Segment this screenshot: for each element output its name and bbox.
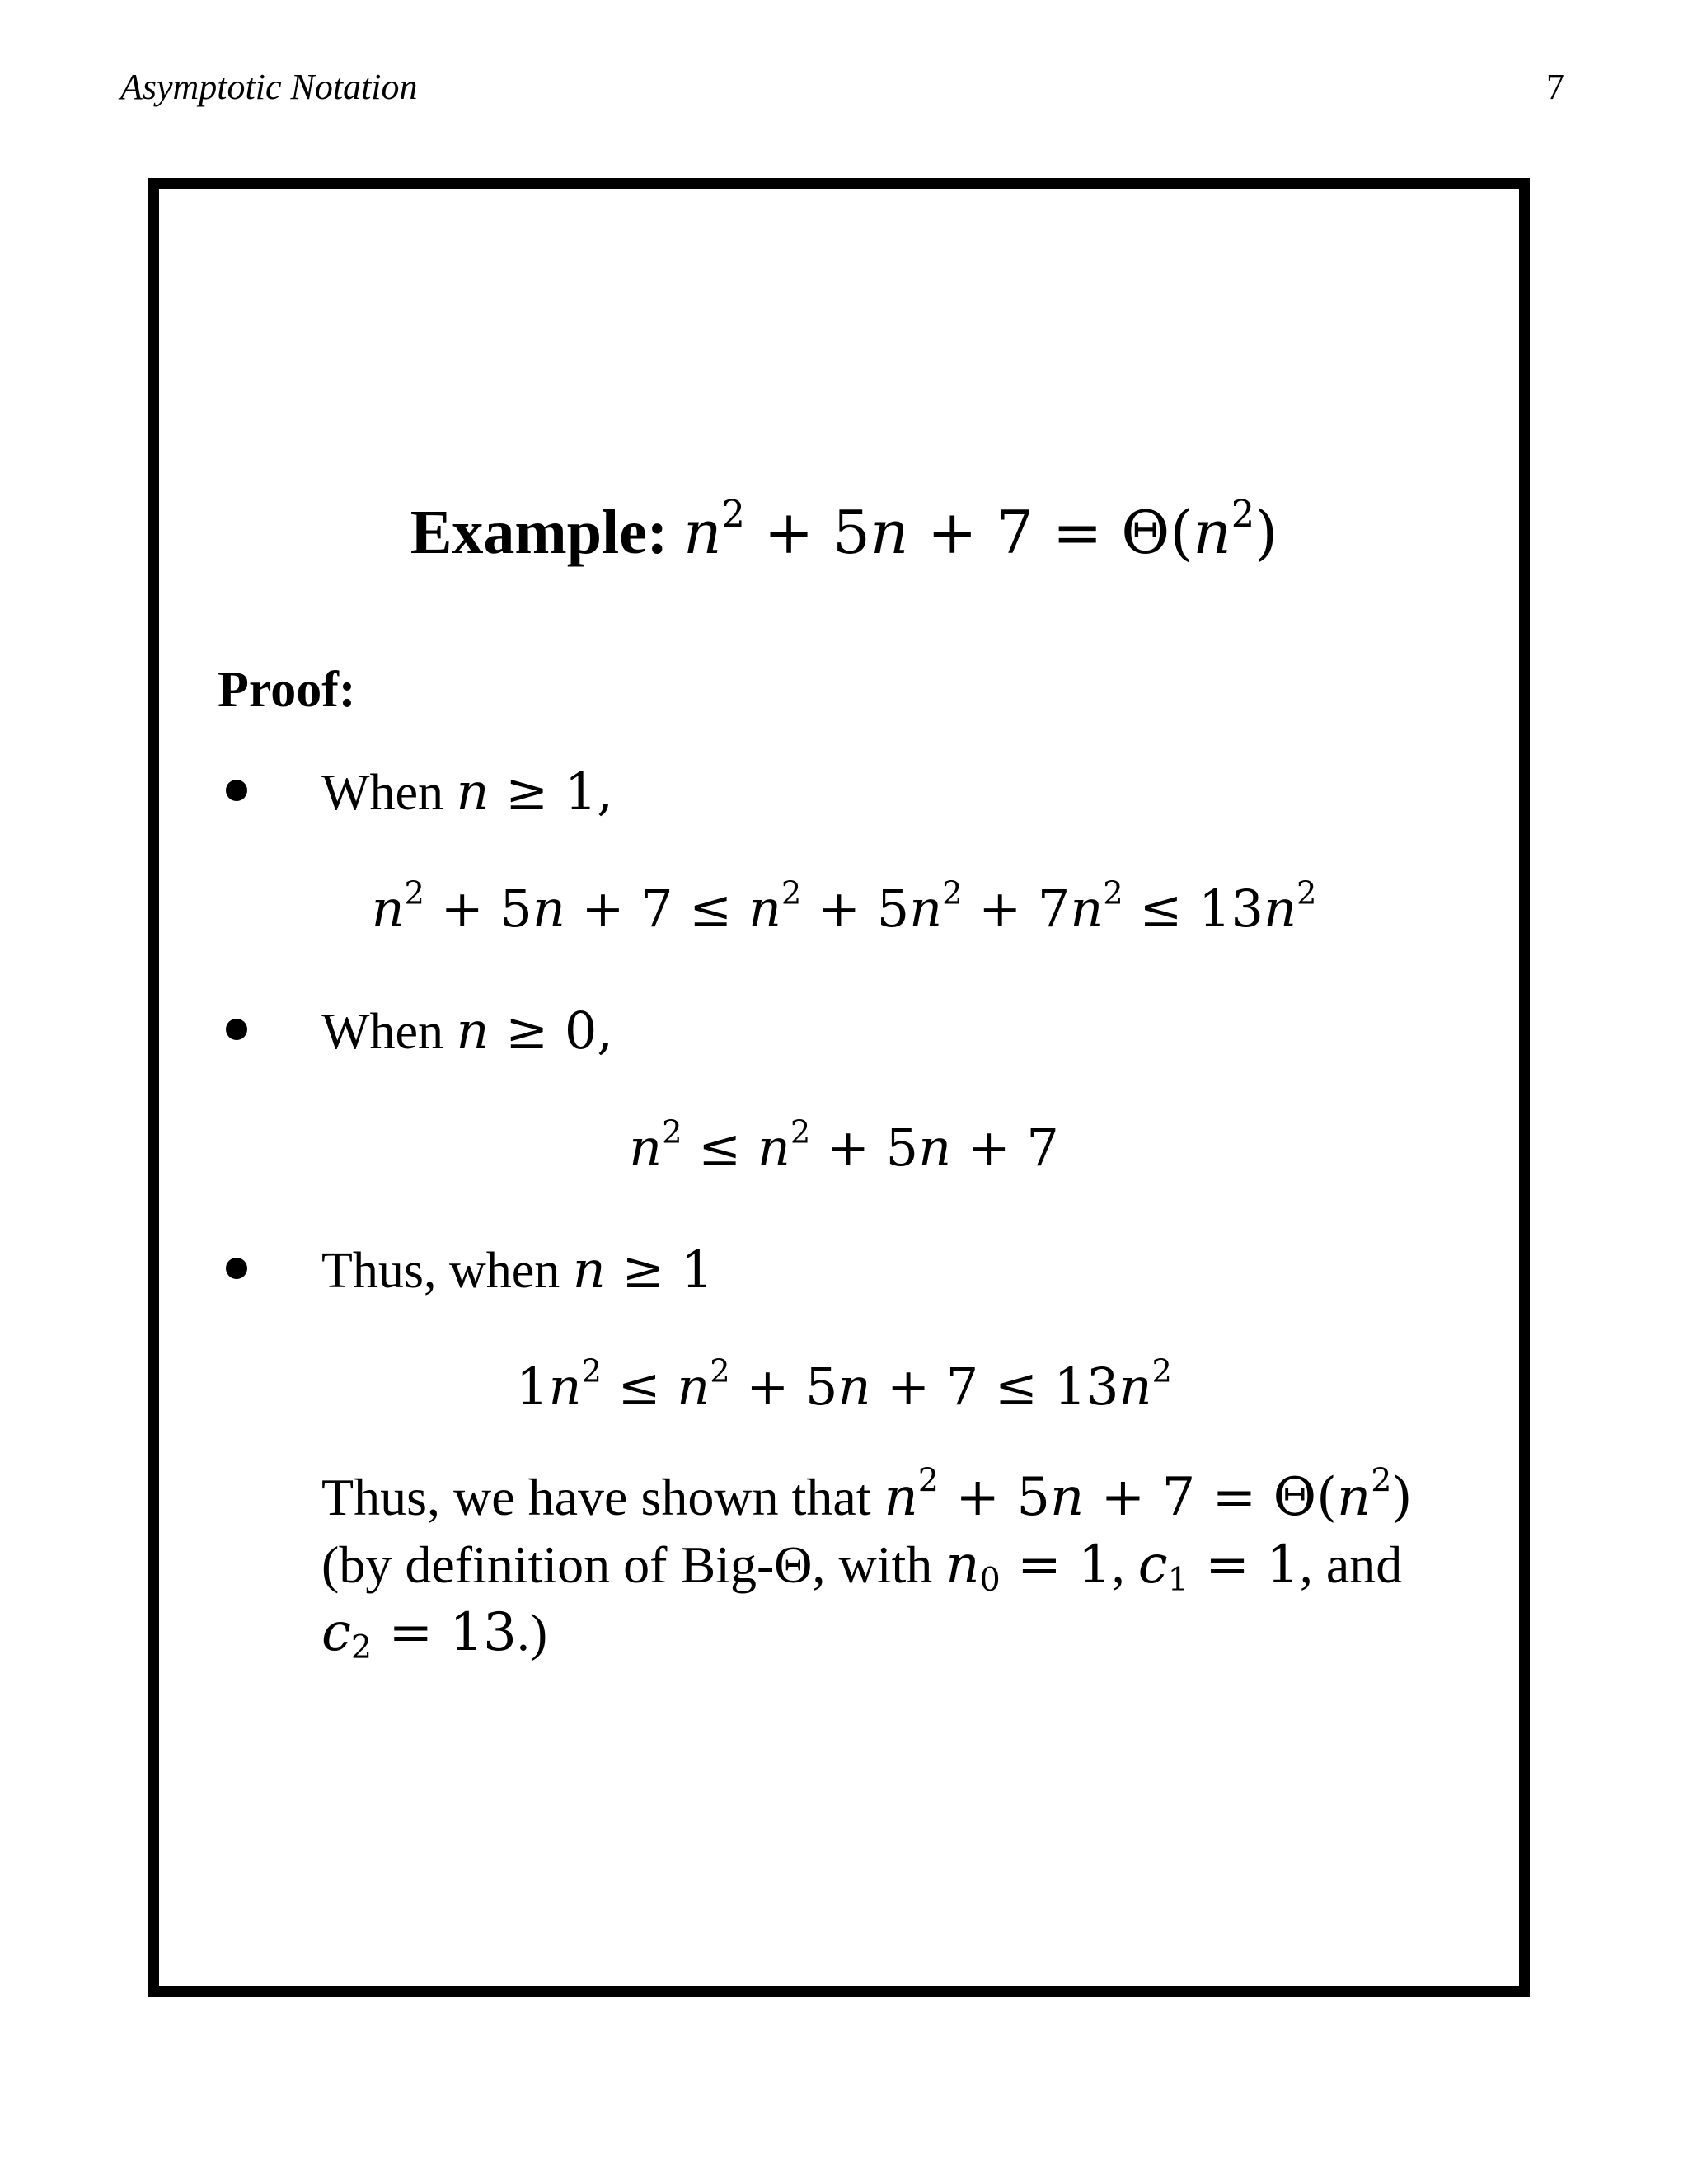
n0-value: $n_0 = 1$ <box>945 1535 1112 1599</box>
slide-title <box>0 492 1688 567</box>
bullet-text: Thus, when n ≥ 1 <box>321 1240 714 1300</box>
equation-combined-bound: $1n^2 \le n^2 + 5n + 7 \le 13n^2$ <box>516 1352 1172 1417</box>
c2-value: $c_2 = 13$ <box>321 1602 517 1666</box>
bullet-condition: n ≥ 1 <box>572 1240 714 1300</box>
c1-value: $c_1 = 1$ <box>1137 1535 1300 1599</box>
conclusion-paragraph: Thus, we have shown that $n^2 + 5n + 7 = \Theta(n^2)$ (by definition of Big-Θ, with $n_0 = 1$, $c_1 = 1$, and $c_2 = 13$.) <box>321 1461 1413 1666</box>
equation-lower-bound: $n^2 \le n^2 + 5n + 7$ <box>629 1113 1059 1178</box>
slide-frame <box>148 178 1530 1997</box>
bullet-text: When n ≥ 1, <box>321 762 614 822</box>
running-head-title: Asymptotic Notation <box>120 67 418 107</box>
bullet-text: When n ≥ 0, <box>321 1001 614 1061</box>
conclusion-math: $n^2 + 5n + 7 = \Theta(n^2)$ <box>884 1461 1413 1528</box>
bullet-dot-icon <box>226 780 247 801</box>
bullet-dot-icon <box>226 1258 247 1279</box>
page-number: 7 <box>1546 67 1564 107</box>
bullet-condition: n ≥ 1, <box>456 762 614 822</box>
title-math: $n^2 + 5n + 7 = \Theta(n^2)$ <box>683 492 1278 567</box>
proof-label: Proof: <box>218 662 356 718</box>
equation-upper-bound: $n^2 + 5n + 7 \le n^2 + 5n^2 + 7n^2 \le 13n^2$ <box>371 874 1317 939</box>
bullet-when-n-ge-0 <box>262 1001 614 1061</box>
bullet-condition: n ≥ 0, <box>456 1001 614 1061</box>
bullet-when-n-ge-1 <box>262 762 614 822</box>
title-label: Example: <box>410 498 668 567</box>
bullet-thus-when-n-ge-1 <box>262 1240 714 1300</box>
bullet-dot-icon <box>226 1019 247 1040</box>
